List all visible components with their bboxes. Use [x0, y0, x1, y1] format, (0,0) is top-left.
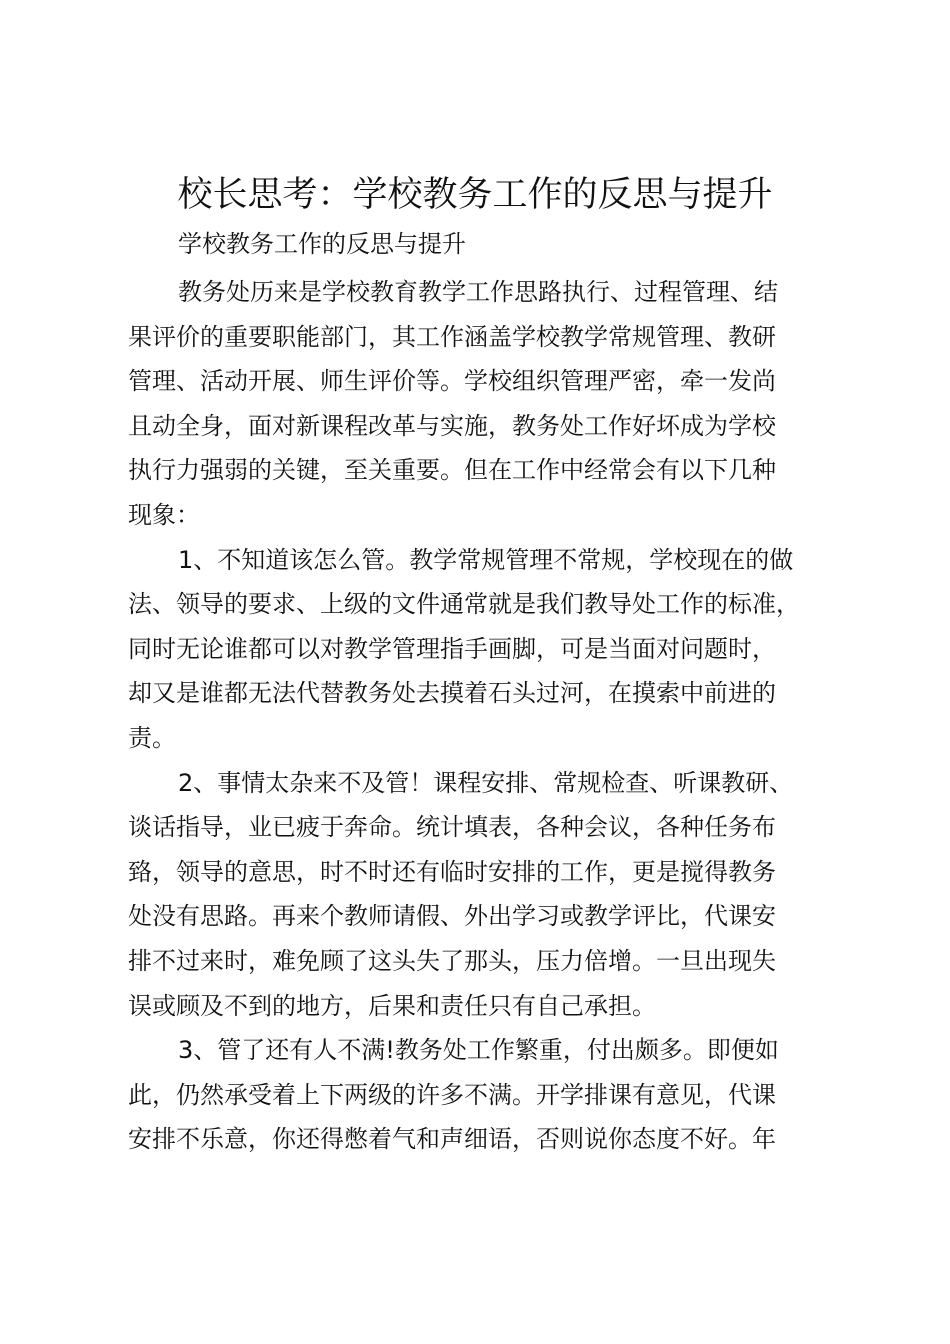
- text-line: 安排不乐意，你还得憋着气和声细语，否则说你态度不好。年: [128, 1125, 776, 1154]
- paragraph-intro: [128, 270, 838, 538]
- paragraph-point-3: [128, 1028, 838, 1162]
- document-title: 校长思考：学校教务工作的反思与提升: [177, 175, 773, 215]
- text-line: 管理、活动开展、师生评价等。学校组织管理严密，牵一发尚: [128, 367, 776, 396]
- text-line: 却又是谁都无法代替教务处去摸着石头过河，在摸索中前进的: [128, 679, 776, 708]
- text-line: 臵，领导的意思，时不时还有临时安排的工作，更是搅得教务: [128, 857, 776, 886]
- text-line: 误或顾及不到的地方，后果和责任只有自己承担。: [128, 991, 656, 1020]
- text-line: 谈话指导，业已疲于奔命。统计填表，各种会议，各种任务布: [128, 813, 776, 842]
- text-line: 排不过来时，难免顾了这头失了那头，压力倍增。一旦出现失: [128, 946, 776, 975]
- text-line: 处没有思路。再来个教师请假、外出学习或教学评比，代课安: [128, 902, 776, 931]
- paragraph-point-2: [128, 761, 838, 1029]
- text-line: 果评价的重要职能部门，其工作涵盖学校教学常规管理、教研: [128, 322, 776, 351]
- text-line: 2、事情太杂来不及管！课程安排、常规检查、听课教研、: [178, 768, 794, 797]
- text-line: 现象：: [128, 500, 200, 529]
- text-line: 此，仍然承受着上下两级的许多不满。开学排课有意见，代课: [128, 1080, 776, 1109]
- paragraph-point-1: [128, 538, 838, 761]
- text-line: 责。: [128, 723, 176, 752]
- text-line: 同时无论谁都可以对教学管理指手画脚，可是当面对问题时，: [128, 634, 776, 663]
- text-line: 教务处历来是学校教育教学工作思路执行、过程管理、结: [178, 278, 778, 306]
- text-line: 且动全身，面对新课程改革与实施，教务处工作好坏成为学校: [128, 411, 776, 440]
- text-line: 执行力强弱的关键，至关重要。但在工作中经常会有以下几种: [128, 456, 776, 485]
- text-line: 3、管了还有人不满!教务处工作繁重，付出颇多。即便如: [178, 1036, 779, 1065]
- text-line: 1、不知道该怎么管。教学常规管理不常规，学校现在的做: [178, 545, 794, 574]
- document-subtitle: 学校教务工作的反思与提升: [178, 230, 466, 258]
- document-body: [128, 270, 838, 1162]
- text-line: 法、领导的要求、上级的文件通常就是我们教导处工作的标准，: [128, 590, 800, 619]
